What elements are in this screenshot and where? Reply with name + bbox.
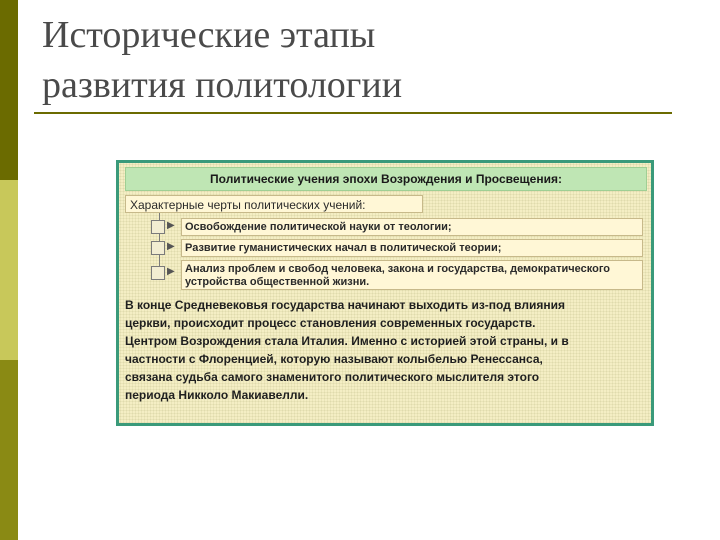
body-paragraph: [125, 296, 645, 404]
panel-header: Политические учения эпохи Возрождения и Просвещения:: [125, 167, 647, 191]
sidebar-stripe-bottom: [0, 360, 18, 540]
arrow-right-icon: ▶: [167, 266, 175, 277]
body-line: Центром Возрождения стала Италия. Именно с историей этой страны, и в: [125, 334, 569, 348]
content-panel: [116, 160, 654, 426]
feature-item: Анализ проблем и свобод человека, закона и государства, демократического устройства общественной жизни.: [181, 260, 643, 290]
slide-title: [42, 10, 682, 110]
feature-item: Развитие гуманистических начал в политической теории;: [181, 239, 643, 257]
arrow-right-icon: ▶: [167, 241, 175, 252]
features-label: Характерные черты политических учений:: [125, 195, 423, 213]
body-line: церкви, происходит процесс становления современных государств.: [125, 316, 536, 330]
slide-title-line-1: Исторические этапы: [42, 14, 376, 56]
title-underline: [34, 112, 672, 114]
body-line: периода Никколо Макиавелли.: [125, 388, 309, 402]
slide-title-line-2: развития политологии: [42, 64, 403, 106]
body-line: В конце Средневековья государства начинают выходить из-под влияния: [125, 298, 565, 312]
feature-item: Освобождение политической науки от теологии;: [181, 218, 643, 236]
box-icon: [151, 220, 165, 234]
sidebar-stripe-top: [0, 0, 18, 180]
sidebar-stripe-middle: [0, 180, 18, 360]
box-icon: [151, 266, 165, 280]
box-icon: [151, 241, 165, 255]
body-line: связана судьба самого знаменитого политического мыслителя этого: [125, 370, 540, 384]
arrow-right-icon: ▶: [167, 220, 175, 231]
body-line: частности с Флоренцией, которую называют колыбелью Ренессанса,: [125, 352, 543, 366]
